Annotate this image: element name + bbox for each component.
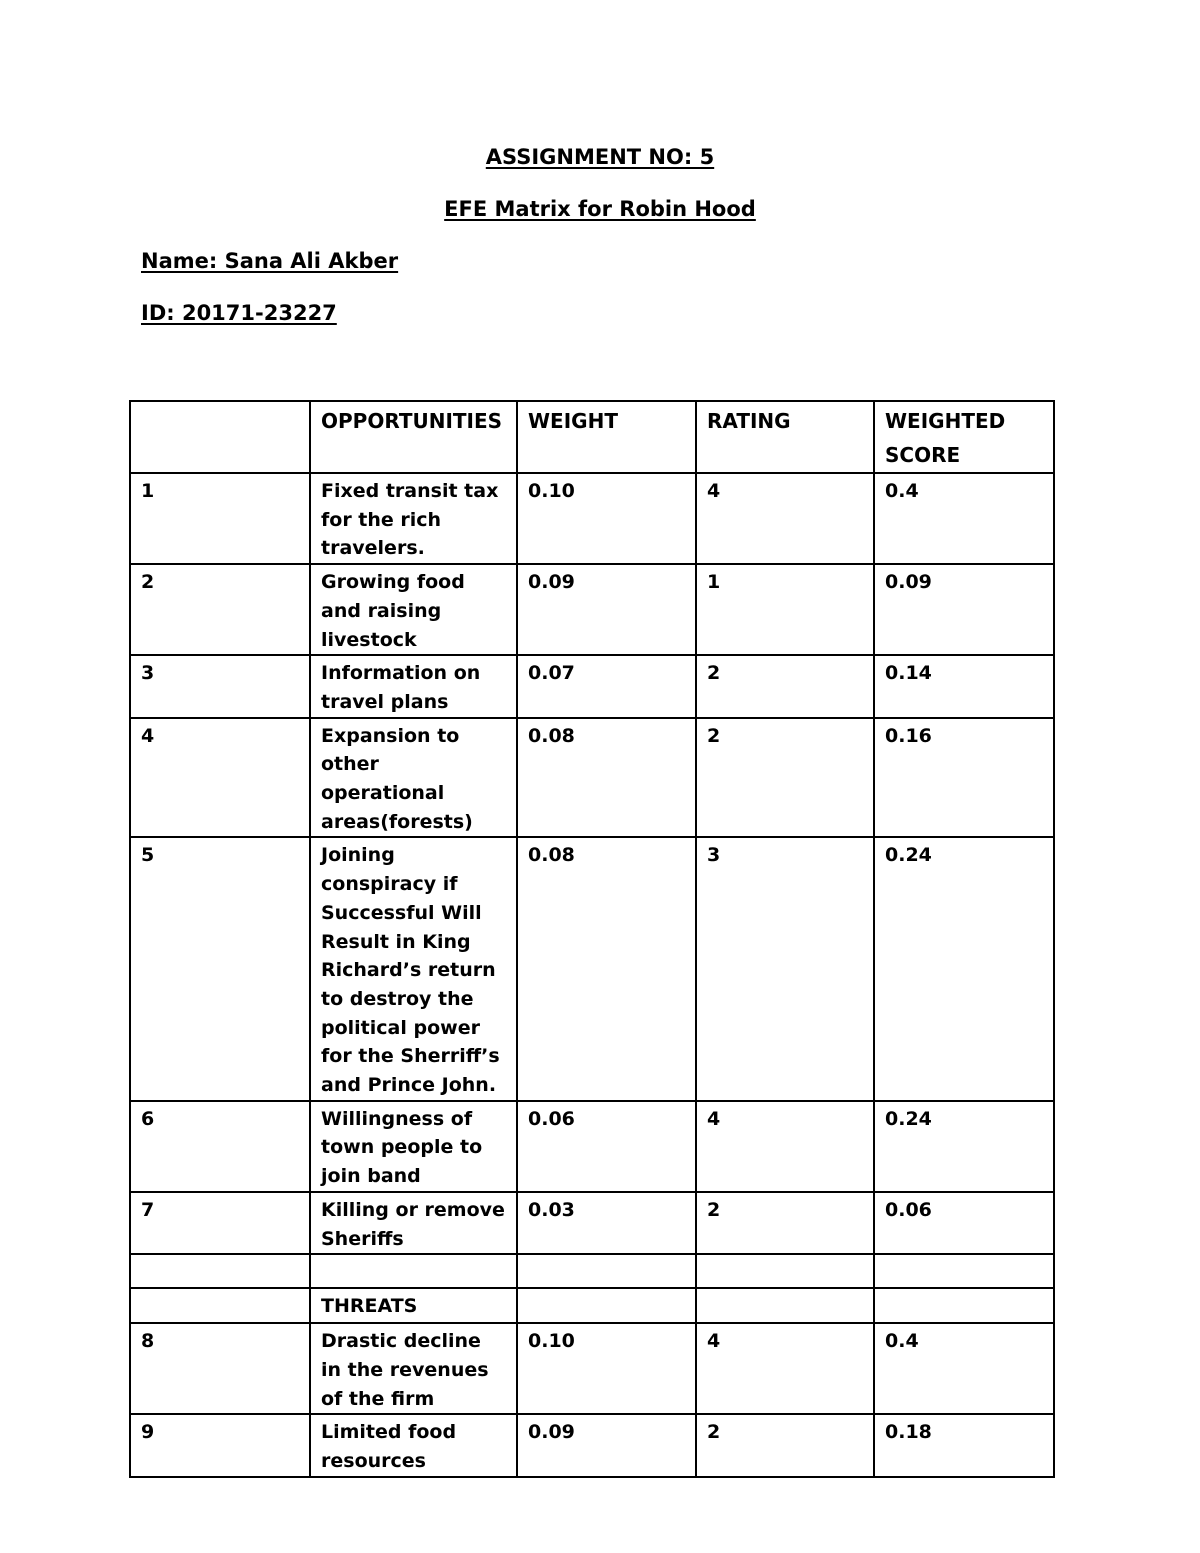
- score-cell: 0.09: [874, 564, 1054, 655]
- row-number: 1: [130, 473, 310, 564]
- table-row: [130, 1101, 1054, 1192]
- row-number: 3: [130, 655, 310, 717]
- assignment-title: ASSIGNMENT NO: 5: [485, 145, 715, 169]
- weight-cell: 0.03: [517, 1192, 696, 1254]
- factor-cell: Joining conspiracy if Successful Will Result in King Richard’s return to destroy the political power for the Sherriff’s and Prince John.: [310, 837, 517, 1100]
- score-cell: 0.24: [874, 837, 1054, 1100]
- weight-cell: 0.06: [517, 1101, 696, 1192]
- factor-cell: Killing or remove Sheriffs: [310, 1192, 517, 1254]
- row-number: 6: [130, 1101, 310, 1192]
- score-cell: 0.4: [874, 473, 1054, 564]
- header-cell-index: [130, 401, 310, 473]
- table-row: [130, 1414, 1054, 1476]
- table-row: [130, 718, 1054, 838]
- empty-row: [130, 1254, 1054, 1288]
- weight-cell: 0.10: [517, 1323, 696, 1414]
- table-row: [130, 473, 1054, 564]
- weight-cell: 0.10: [517, 473, 696, 564]
- rating-cell: 2: [696, 1414, 874, 1476]
- efe-matrix-table: [129, 400, 1055, 1478]
- student-id: ID: 20171-23227: [141, 301, 337, 325]
- factor-cell: Information on travel plans: [310, 655, 517, 717]
- matrix-title: EFE Matrix for Robin Hood: [444, 197, 756, 221]
- weight-cell: 0.09: [517, 1414, 696, 1476]
- factor-cell: Expansion to other operational areas(forests): [310, 718, 517, 838]
- header-cell-weighted-score: WEIGHTED SCORE: [874, 401, 1054, 473]
- table-header-row: [130, 401, 1054, 473]
- header-cell-opportunities: OPPORTUNITIES: [310, 401, 517, 473]
- factor-cell: Willingness of town people to join band: [310, 1101, 517, 1192]
- row-number: 4: [130, 718, 310, 838]
- rating-cell: 3: [696, 837, 874, 1100]
- table-row: [130, 564, 1054, 655]
- rating-cell: 4: [696, 1323, 874, 1414]
- score-cell: 0.18: [874, 1414, 1054, 1476]
- table-row: [130, 837, 1054, 1100]
- factor-cell: Drastic decline in the revenues of the firm: [310, 1323, 517, 1414]
- row-number: 9: [130, 1414, 310, 1476]
- rating-cell: 4: [696, 473, 874, 564]
- rating-cell: 2: [696, 1192, 874, 1254]
- factor-cell: Limited food resources: [310, 1414, 517, 1476]
- factor-cell: Fixed transit tax for the rich travelers.: [310, 473, 517, 564]
- score-cell: 0.16: [874, 718, 1054, 838]
- table-row: [130, 1323, 1054, 1414]
- row-number: 5: [130, 837, 310, 1100]
- score-cell: 0.06: [874, 1192, 1054, 1254]
- row-number: 2: [130, 564, 310, 655]
- factor-cell: Growing food and raising livestock: [310, 564, 517, 655]
- rating-cell: 1: [696, 564, 874, 655]
- rating-cell: 4: [696, 1101, 874, 1192]
- student-name: Name: Sana Ali Akber: [141, 249, 399, 273]
- score-cell: 0.14: [874, 655, 1054, 717]
- weight-cell: 0.08: [517, 837, 696, 1100]
- weight-cell: 0.08: [517, 718, 696, 838]
- header-cell-weight: WEIGHT: [517, 401, 696, 473]
- header-cell-rating: RATING: [696, 401, 874, 473]
- threats-section-row: [130, 1288, 1054, 1323]
- score-cell: 0.4: [874, 1323, 1054, 1414]
- weight-cell: 0.07: [517, 655, 696, 717]
- table-row: [130, 655, 1054, 717]
- table-row: [130, 1192, 1054, 1254]
- score-cell: 0.24: [874, 1101, 1054, 1192]
- weight-cell: 0.09: [517, 564, 696, 655]
- rating-cell: 2: [696, 655, 874, 717]
- row-number: 7: [130, 1192, 310, 1254]
- rating-cell: 2: [696, 718, 874, 838]
- row-number: 8: [130, 1323, 310, 1414]
- threats-label: THREATS: [310, 1288, 517, 1323]
